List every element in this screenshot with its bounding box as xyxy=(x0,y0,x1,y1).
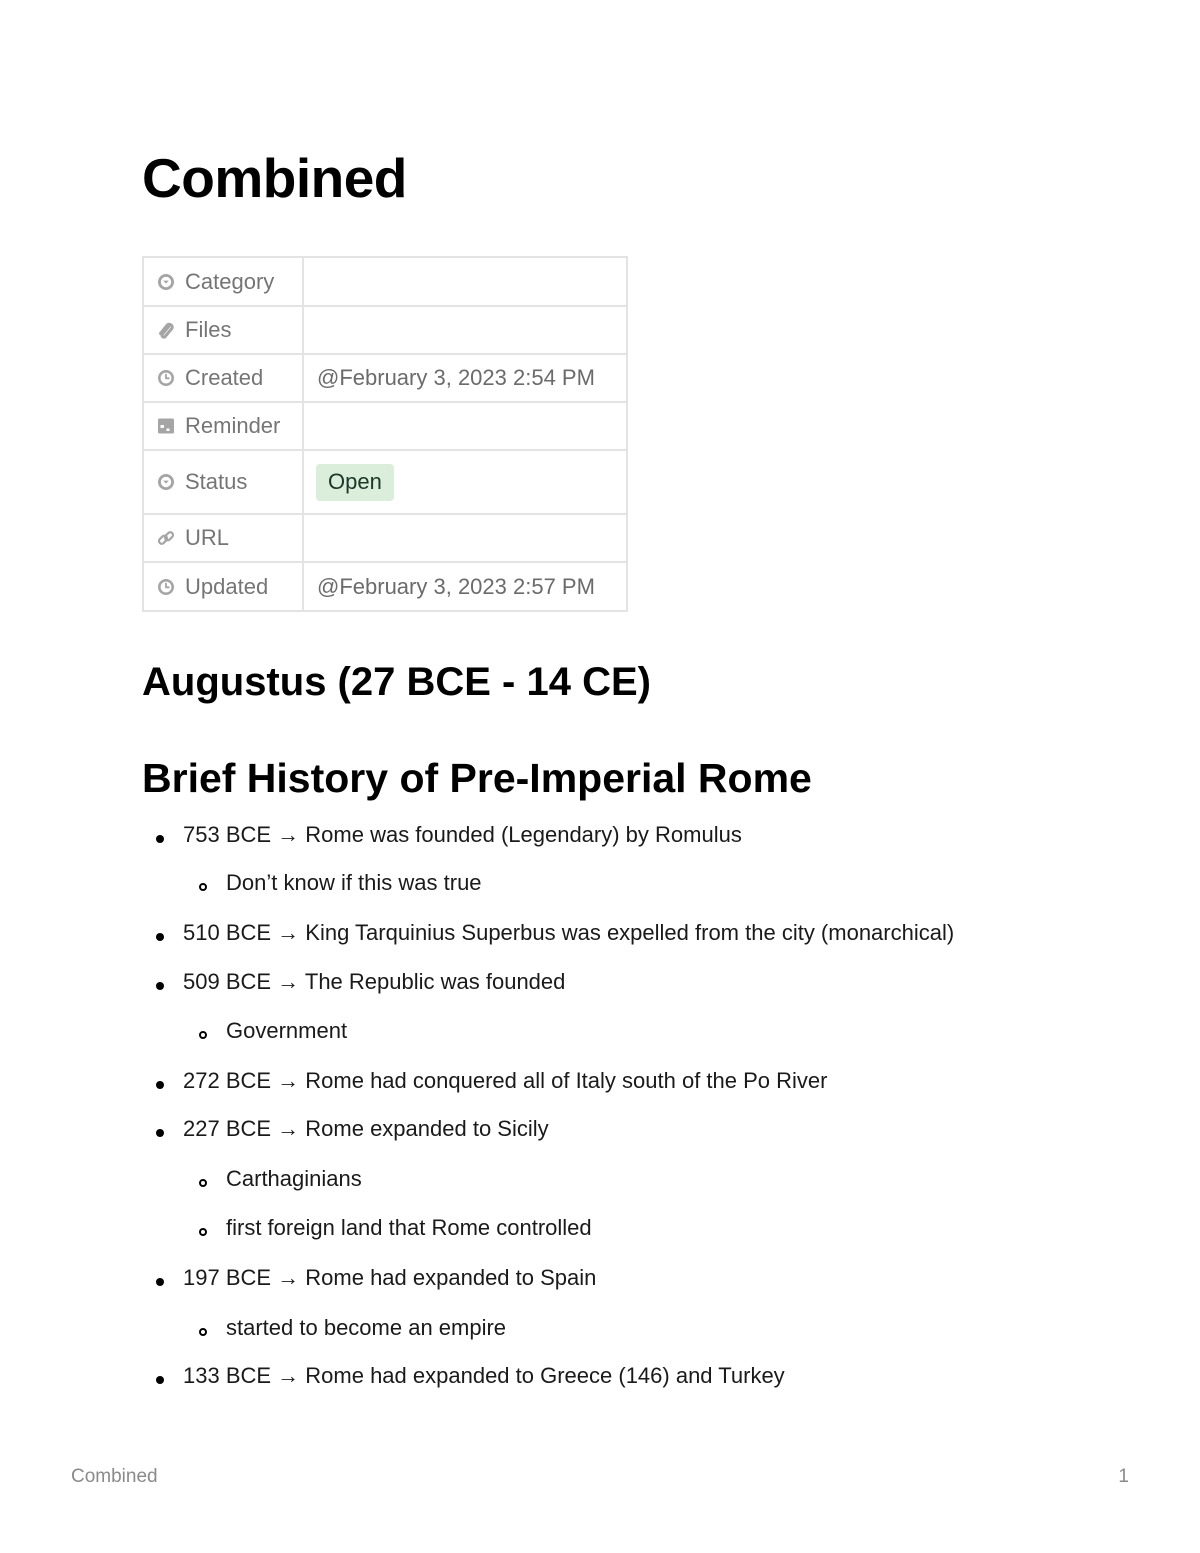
property-row-files xyxy=(143,306,627,354)
property-value-cell[interactable] xyxy=(303,354,627,402)
property-label-cell xyxy=(143,514,303,562)
paperclip-icon xyxy=(157,319,175,337)
clock-icon xyxy=(157,367,175,385)
status-badge[interactable]: Open xyxy=(316,464,394,501)
list-item-text: first foreign land that Rome controlled xyxy=(226,1215,592,1240)
link-icon xyxy=(157,527,175,545)
property-row-status xyxy=(143,450,627,514)
select-icon xyxy=(157,271,175,289)
property-label: Reminder xyxy=(185,413,281,438)
property-value xyxy=(304,317,317,342)
updated-date: @February 3, 2023 2:57 PM xyxy=(317,573,595,599)
list-item-text: 197 BCE → Rome had expanded to Spain xyxy=(183,1265,597,1290)
list-item-text: 272 BCE → Rome had conquered all of Italy south of the Po River xyxy=(183,1068,828,1093)
list-item xyxy=(142,822,1142,870)
bullet-icon xyxy=(156,1278,164,1286)
property-label-cell xyxy=(143,402,303,450)
list-item-text: started to become an empire xyxy=(226,1315,507,1340)
list-item xyxy=(142,969,1142,1018)
list-item-text: Carthaginians xyxy=(226,1166,362,1191)
list-item xyxy=(142,1068,1142,1116)
list-item xyxy=(142,1018,1142,1068)
list-item-text: 510 BCE → King Tarquinius Superbus was expelled from the city (monarchical) xyxy=(183,920,955,945)
list-item xyxy=(142,870,1142,920)
bullet-icon xyxy=(156,835,164,843)
history-bullet-list xyxy=(142,822,1142,1411)
property-value-cell[interactable] xyxy=(303,514,627,562)
property-label: Updated xyxy=(185,573,269,599)
list-item-text: 753 BCE → Rome was founded (Legendary) by Romulus xyxy=(183,822,742,847)
property-value xyxy=(304,525,317,550)
select-icon xyxy=(157,471,175,489)
clock-icon xyxy=(157,576,175,594)
footer-title: Combined xyxy=(71,1466,158,1487)
list-item-text: 227 BCE → Rome expanded to Sicily xyxy=(183,1116,549,1141)
list-item xyxy=(142,1215,1142,1265)
bullet-icon xyxy=(156,933,164,941)
property-label: Created xyxy=(185,365,264,390)
property-label-cell xyxy=(143,562,303,611)
list-item xyxy=(142,1265,1142,1315)
calendar-icon xyxy=(157,415,175,433)
list-item xyxy=(142,1166,1142,1215)
hollow-bullet-icon xyxy=(199,1328,207,1336)
property-label-cell xyxy=(143,450,303,514)
list-item xyxy=(142,1363,1142,1411)
property-label-cell xyxy=(143,257,303,306)
property-row-url xyxy=(143,514,627,562)
property-value-cell[interactable] xyxy=(303,562,627,611)
bullet-icon xyxy=(156,982,164,990)
list-item-text: Government xyxy=(226,1018,348,1043)
augustus-heading: Augustus (27 BCE - 14 CE) xyxy=(142,660,651,704)
property-value-cell[interactable] xyxy=(303,450,627,514)
hollow-bullet-icon xyxy=(199,1228,207,1236)
property-row-reminder xyxy=(143,402,627,450)
property-value xyxy=(304,269,317,294)
property-row-category xyxy=(143,257,627,306)
property-label-cell xyxy=(143,306,303,354)
property-label: URL xyxy=(185,525,230,550)
page-number: 1 xyxy=(1118,1466,1129,1487)
list-item xyxy=(142,920,1142,969)
list-item-text: Don’t know if this was true xyxy=(226,870,482,895)
bullet-icon xyxy=(156,1129,164,1137)
created-date: @February 3, 2023 2:54 PM xyxy=(317,365,595,390)
bullet-icon xyxy=(156,1376,164,1384)
property-label: Category xyxy=(185,268,275,294)
hollow-bullet-icon xyxy=(199,883,207,891)
hollow-bullet-icon xyxy=(199,1179,207,1187)
list-item-text: 133 BCE → Rome had expanded to Greece (146) and Turkey xyxy=(183,1363,785,1388)
properties-table xyxy=(142,256,628,612)
page-title: Combined xyxy=(142,147,407,209)
property-label: Status xyxy=(185,469,248,494)
list-item-text: 509 BCE → The Republic was founded xyxy=(183,969,566,994)
property-row-updated xyxy=(143,562,627,611)
property-label-cell xyxy=(143,354,303,402)
list-item xyxy=(142,1116,1142,1166)
history-heading: Brief History of Pre-Imperial Rome xyxy=(142,755,812,801)
bullet-icon xyxy=(156,1081,164,1089)
list-item xyxy=(142,1315,1142,1363)
property-value-cell[interactable] xyxy=(303,257,627,306)
property-row-created xyxy=(143,354,627,402)
property-value xyxy=(304,413,317,438)
hollow-bullet-icon xyxy=(199,1031,207,1039)
property-value-cell[interactable] xyxy=(303,306,627,354)
property-label: Files xyxy=(185,317,232,342)
property-value-cell[interactable] xyxy=(303,402,627,450)
